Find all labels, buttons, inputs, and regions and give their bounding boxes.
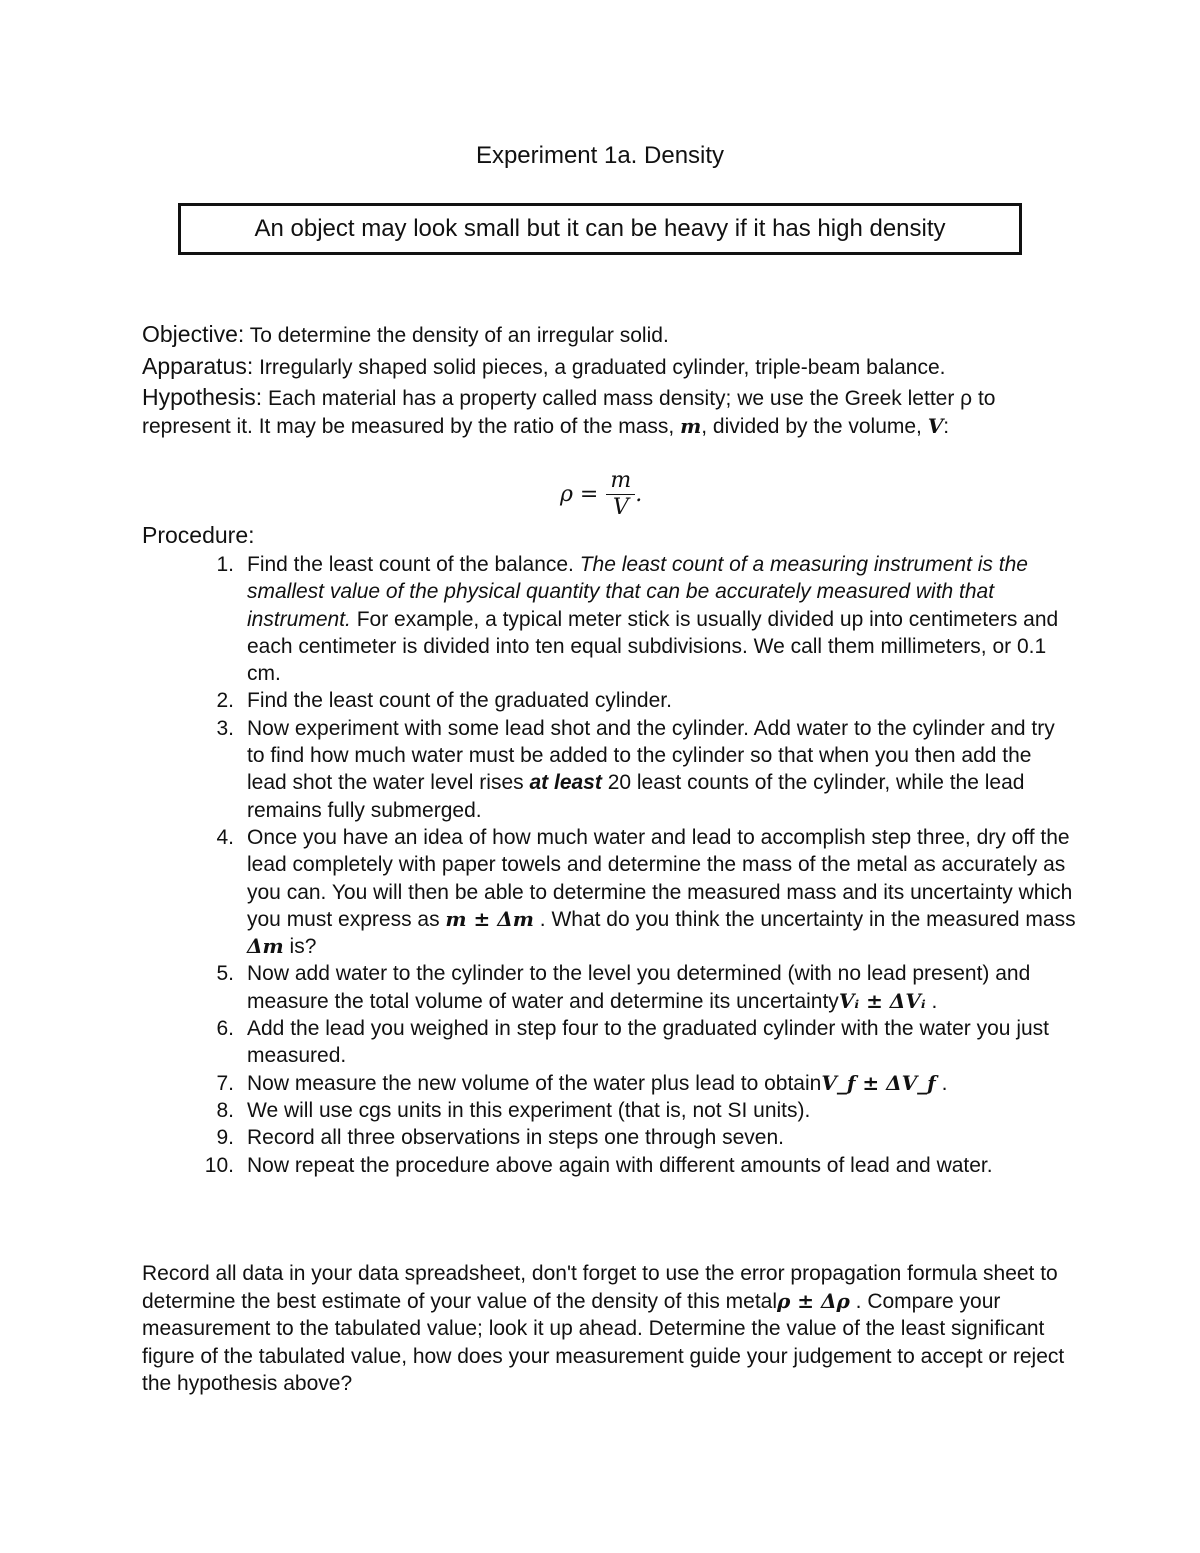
formula-denominator: V	[612, 495, 629, 520]
step-text: Add the lead you weighed in step four to the graduated cylinder with the water you just measured.	[247, 1017, 1049, 1068]
step-text: Find the least count of the balance.	[247, 553, 580, 576]
hypothesis-text-a: Each material has a property called mass density; we use the Greek letter ρ to represent it. It may be measured by the ratio of the mass,	[142, 387, 996, 438]
intro-section	[142, 321, 1072, 440]
hypothesis-text-b: , divided by the volume,	[701, 414, 928, 438]
step-text: .	[935, 1071, 948, 1095]
formula-period: .	[635, 482, 643, 507]
hypothesis-paragraph	[142, 384, 1072, 440]
density-uncertainty-expression: ρ ± Δρ	[777, 1288, 850, 1313]
apparatus-label: Apparatus:	[142, 352, 254, 379]
mass-uncertainty-symbol: Δm	[247, 934, 284, 959]
step-text: Now repeat the procedure above again with different amounts of lead and water.	[247, 1153, 993, 1177]
step-text: Record all three observations in steps one through seven.	[247, 1126, 784, 1150]
step-text: Now add water to the cylinder to the level you determined (with no lead present) and measure the total volume of water and determine its uncertainty	[247, 962, 1031, 1013]
step-number: 1.	[216, 553, 234, 576]
step-number: 2.	[216, 689, 234, 713]
step-italic-text: The least count of a measuring instrument is the smallest value of the physical quantity that can be accurately measured with that instrument.	[247, 553, 1028, 631]
step-text: 20 least counts of the cylinder, while the lead remains fully submerged.	[247, 771, 1025, 822]
step-number: 9.	[216, 1126, 234, 1150]
procedure-step	[196, 1097, 1076, 1124]
hypothesis-text-c: :	[943, 414, 950, 438]
step-emphasis: at least	[529, 771, 602, 795]
objective-label: Objective:	[142, 321, 245, 347]
step-number: 10.	[204, 1153, 234, 1177]
key-idea-box	[178, 203, 1022, 255]
closing-text: Record all data in your data spreadsheet, don't forget to use the error propagation formula sheet to determine the best estimate of your value of the density of this metal	[142, 1262, 1058, 1313]
step-text: Find the least count of the graduated cylinder.	[247, 689, 672, 713]
mass-uncertainty-expression: m ± Δm	[445, 906, 534, 931]
document-title: Experiment 1a. Density	[475, 142, 725, 169]
step-number: 8.	[216, 1098, 234, 1122]
objective-paragraph	[142, 321, 1072, 350]
formula-fraction	[606, 468, 635, 521]
final-volume-expression: V_f ± ΔV_f	[821, 1070, 936, 1095]
volume-symbol: V	[927, 413, 944, 438]
formula-numerator: m	[606, 468, 635, 495]
step-text: Once you have an idea of how much water and lead to accomplish step three, dry off the lead completely with paper towels and determine the mass of the metal as accurately as you can. You will then be able to determine the measured mass and its uncertainty which you must express as	[247, 825, 1073, 931]
apparatus-paragraph	[142, 353, 1072, 382]
closing-text: . Compare your measurement to the tabulated value; look it up ahead. Determine the value of the least significant figure of the tabulated value, how does your measurement guide your judgement to accept or reject the hypothesis above?	[142, 1289, 1065, 1395]
procedure-list	[196, 551, 1076, 1179]
objective-text: To determine the density of an irregular solid.	[244, 324, 669, 347]
initial-volume-expression: Vᵢ ± ΔVᵢ	[838, 988, 926, 1013]
step-text: Now measure the new volume of the water plus lead to obtain	[247, 1071, 822, 1095]
key-idea-text: An object may look small but it can be heavy if it has high density	[254, 215, 946, 242]
procedure-step	[196, 960, 1076, 1015]
step-text: For example, a typical meter stick is usually divided up into centimeters and each centimeter is divided into ten equal subdivisions. We call them millimeters, or 0.1 cm.	[247, 607, 1059, 686]
step-number: 6.	[216, 1017, 234, 1041]
procedure-step	[196, 687, 1076, 714]
density-formula	[560, 468, 642, 521]
procedure-step	[196, 1152, 1076, 1179]
step-text: .	[925, 989, 938, 1013]
step-text: . What do you think the uncertainty in the measured mass	[533, 907, 1076, 931]
step-text: We will use cgs units in this experiment (that is, not SI units).	[247, 1098, 811, 1122]
procedure-step	[196, 1015, 1076, 1070]
step-text: is?	[283, 935, 317, 959]
procedure-step	[196, 824, 1076, 960]
procedure-step	[196, 715, 1076, 824]
procedure-step	[196, 551, 1076, 687]
step-number: 4.	[216, 825, 234, 849]
step-text: Now experiment with some lead shot and the cylinder. Add water to the cylinder and try to find how much water must be added to the cylinder so that when you then add the lead shot the water level rises	[247, 716, 1055, 795]
step-number: 3.	[216, 716, 234, 740]
step-number: 5.	[216, 962, 234, 986]
apparatus-text: Irregularly shaped solid pieces, a graduated cylinder, triple-beam balance.	[253, 355, 946, 379]
closing-paragraph	[142, 1260, 1072, 1398]
formula-lhs: ρ =	[560, 482, 599, 507]
procedure-step	[196, 1124, 1076, 1151]
step-number: 7.	[216, 1071, 234, 1095]
hypothesis-label: Hypothesis:	[142, 384, 263, 410]
procedure-heading: Procedure:	[142, 522, 255, 548]
mass-symbol: m	[680, 413, 702, 438]
procedure-step	[196, 1070, 1076, 1097]
